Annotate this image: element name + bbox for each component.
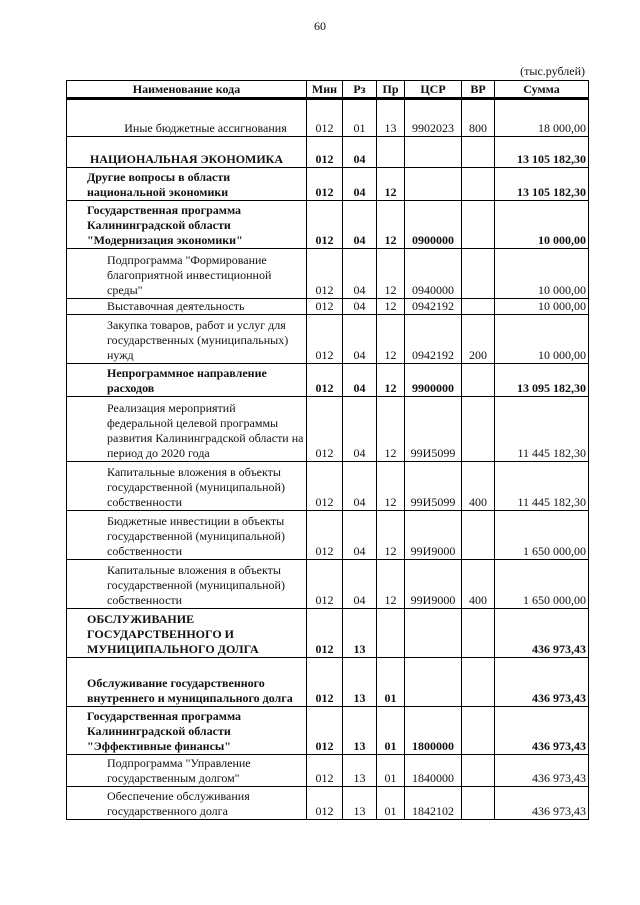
cell-pr: 12 <box>377 397 405 462</box>
cell-rz: 13 <box>343 609 377 658</box>
table-row <box>67 201 589 249</box>
cell-sum: 436 973,43 <box>495 609 589 658</box>
cell-rz: 04 <box>343 511 377 560</box>
cell-csr: 99И5099 <box>405 397 462 462</box>
cell-vr <box>462 658 495 707</box>
cell-csr: 1842102 <box>405 787 462 820</box>
cell-pr: 12 <box>377 201 405 249</box>
header-name: Наименование кода <box>67 81 307 99</box>
cell-name: Подпрограмма "Управление государственным долгом" <box>67 755 307 787</box>
page-number: 60 <box>314 19 326 33</box>
cell-min: 012 <box>307 755 343 787</box>
cell-csr: 0940000 <box>405 249 462 299</box>
cell-rz: 04 <box>343 462 377 511</box>
cell-vr <box>462 201 495 249</box>
table-row <box>67 397 589 462</box>
table-row <box>67 755 589 787</box>
table-row <box>67 787 589 820</box>
cell-min: 012 <box>307 315 343 364</box>
cell-sum: 436 973,43 <box>495 787 589 820</box>
cell-sum: 436 973,43 <box>495 707 589 755</box>
cell-name: НАЦИОНАЛЬНАЯ ЭКОНОМИКА <box>67 137 307 168</box>
cell-rz: 13 <box>343 707 377 755</box>
cell-vr <box>462 397 495 462</box>
cell-csr: 0900000 <box>405 201 462 249</box>
cell-sum: 13 105 182,30 <box>495 137 589 168</box>
cell-name: Государственная программа Калининградской области "Модернизация экономики" <box>67 201 307 249</box>
cell-vr <box>462 511 495 560</box>
cell-min: 012 <box>307 168 343 201</box>
cell-sum: 18 000,00 <box>495 99 589 137</box>
cell-min: 012 <box>307 707 343 755</box>
cell-pr: 13 <box>377 99 405 137</box>
cell-name: Бюджетные инвестиции в объекты государственной (муниципальной) собственности <box>67 511 307 560</box>
cell-rz: 04 <box>343 168 377 201</box>
cell-pr: 12 <box>377 168 405 201</box>
table-row <box>67 99 589 137</box>
table-row <box>67 560 589 609</box>
cell-rz: 04 <box>343 299 377 315</box>
cell-name: Реализация мероприятий федеральной целевой программы развития Калининградской области на период до 2020 года <box>67 397 307 462</box>
cell-name: Выставочная деятельность <box>67 299 307 315</box>
cell-csr: 99И9000 <box>405 560 462 609</box>
cell-vr <box>462 755 495 787</box>
table-row <box>67 249 589 299</box>
cell-min: 012 <box>307 511 343 560</box>
cell-min: 012 <box>307 787 343 820</box>
cell-pr: 01 <box>377 755 405 787</box>
cell-pr: 12 <box>377 315 405 364</box>
cell-rz: 04 <box>343 315 377 364</box>
cell-sum: 10 000,00 <box>495 201 589 249</box>
cell-sum: 11 445 182,30 <box>495 462 589 511</box>
cell-rz: 01 <box>343 99 377 137</box>
cell-min: 012 <box>307 609 343 658</box>
cell-csr: 1800000 <box>405 707 462 755</box>
cell-sum: 1 650 000,00 <box>495 511 589 560</box>
header-csr: ЦСР <box>405 81 462 99</box>
table-header-row <box>67 81 589 99</box>
cell-sum: 13 095 182,30 <box>495 364 589 397</box>
cell-sum: 11 445 182,30 <box>495 397 589 462</box>
table-row <box>67 299 589 315</box>
cell-csr <box>405 168 462 201</box>
cell-min: 012 <box>307 364 343 397</box>
cell-csr: 9902023 <box>405 99 462 137</box>
cell-csr: 99И9000 <box>405 511 462 560</box>
cell-rz: 04 <box>343 201 377 249</box>
cell-pr: 12 <box>377 249 405 299</box>
cell-vr <box>462 249 495 299</box>
cell-name: ОБСЛУЖИВАНИЕ ГОСУДАРСТВЕННОГО И МУНИЦИПАЛЬНОГО ДОЛГА <box>67 609 307 658</box>
cell-sum: 10 000,00 <box>495 299 589 315</box>
cell-rz: 04 <box>343 364 377 397</box>
cell-pr <box>377 609 405 658</box>
cell-pr: 12 <box>377 299 405 315</box>
table-row <box>67 168 589 201</box>
cell-min: 012 <box>307 137 343 168</box>
cell-min: 012 <box>307 249 343 299</box>
cell-csr: 9900000 <box>405 364 462 397</box>
cell-vr <box>462 364 495 397</box>
cell-vr: 400 <box>462 462 495 511</box>
cell-name: Обеспечение обслуживания государственного долга <box>67 787 307 820</box>
cell-csr <box>405 137 462 168</box>
cell-sum: 10 000,00 <box>495 315 589 364</box>
cell-pr: 01 <box>377 658 405 707</box>
cell-sum: 436 973,43 <box>495 658 589 707</box>
cell-rz: 13 <box>343 755 377 787</box>
cell-min: 012 <box>307 99 343 137</box>
cell-vr <box>462 609 495 658</box>
units-label: (тыс.рублей) <box>520 64 585 78</box>
cell-min: 012 <box>307 397 343 462</box>
cell-csr <box>405 609 462 658</box>
cell-vr: 400 <box>462 560 495 609</box>
cell-vr <box>462 299 495 315</box>
table-row <box>67 609 589 658</box>
cell-name: Капитальные вложения в объекты государственной (муниципальной) собственности <box>67 462 307 511</box>
cell-sum: 13 105 182,30 <box>495 168 589 201</box>
cell-csr: 99И5099 <box>405 462 462 511</box>
table-row <box>67 707 589 755</box>
cell-rz: 04 <box>343 560 377 609</box>
header-sum: Сумма <box>495 81 589 99</box>
header-pr: Пр <box>377 81 405 99</box>
table-row <box>67 137 589 168</box>
cell-pr: 12 <box>377 511 405 560</box>
cell-pr: 01 <box>377 707 405 755</box>
cell-name: Непрограммное направление расходов <box>67 364 307 397</box>
cell-min: 012 <box>307 658 343 707</box>
cell-name: Другие вопросы в области национальной экономики <box>67 168 307 201</box>
cell-rz: 04 <box>343 397 377 462</box>
cell-pr: 01 <box>377 787 405 820</box>
cell-pr: 12 <box>377 364 405 397</box>
table-row <box>67 462 589 511</box>
cell-min: 012 <box>307 462 343 511</box>
cell-rz: 04 <box>343 249 377 299</box>
budget-table <box>66 80 589 820</box>
cell-pr: 12 <box>377 560 405 609</box>
table-row <box>67 364 589 397</box>
cell-csr <box>405 658 462 707</box>
cell-name: Обслуживание государственного внутреннего и муниципального долга <box>67 658 307 707</box>
cell-vr: 200 <box>462 315 495 364</box>
header-min: Мин <box>307 81 343 99</box>
table-body <box>67 99 589 820</box>
cell-name: Государственная программа Калининградской области "Эффективные финансы" <box>67 707 307 755</box>
cell-vr: 800 <box>462 99 495 137</box>
cell-csr: 1840000 <box>405 755 462 787</box>
table-row <box>67 315 589 364</box>
cell-vr <box>462 787 495 820</box>
cell-pr: 12 <box>377 462 405 511</box>
header-vr: ВР <box>462 81 495 99</box>
cell-vr <box>462 707 495 755</box>
cell-name: Иные бюджетные ассигнования <box>67 99 307 137</box>
cell-min: 012 <box>307 201 343 249</box>
header-rz: Рз <box>343 81 377 99</box>
cell-rz: 13 <box>343 787 377 820</box>
table-row <box>67 658 589 707</box>
cell-name: Закупка товаров, работ и услуг для государственных (муниципальных) нужд <box>67 315 307 364</box>
cell-min: 012 <box>307 299 343 315</box>
cell-sum: 10 000,00 <box>495 249 589 299</box>
cell-name: Капитальные вложения в объекты государственной (муниципальной) собственности <box>67 560 307 609</box>
cell-sum: 1 650 000,00 <box>495 560 589 609</box>
cell-csr: 0942192 <box>405 299 462 315</box>
cell-vr <box>462 168 495 201</box>
cell-min: 012 <box>307 560 343 609</box>
cell-name: Подпрограмма "Формирование благоприятной инвестиционной среды" <box>67 249 307 299</box>
table-row <box>67 511 589 560</box>
cell-sum: 436 973,43 <box>495 755 589 787</box>
cell-rz: 13 <box>343 658 377 707</box>
cell-vr <box>462 137 495 168</box>
cell-csr: 0942192 <box>405 315 462 364</box>
cell-pr <box>377 137 405 168</box>
cell-rz: 04 <box>343 137 377 168</box>
